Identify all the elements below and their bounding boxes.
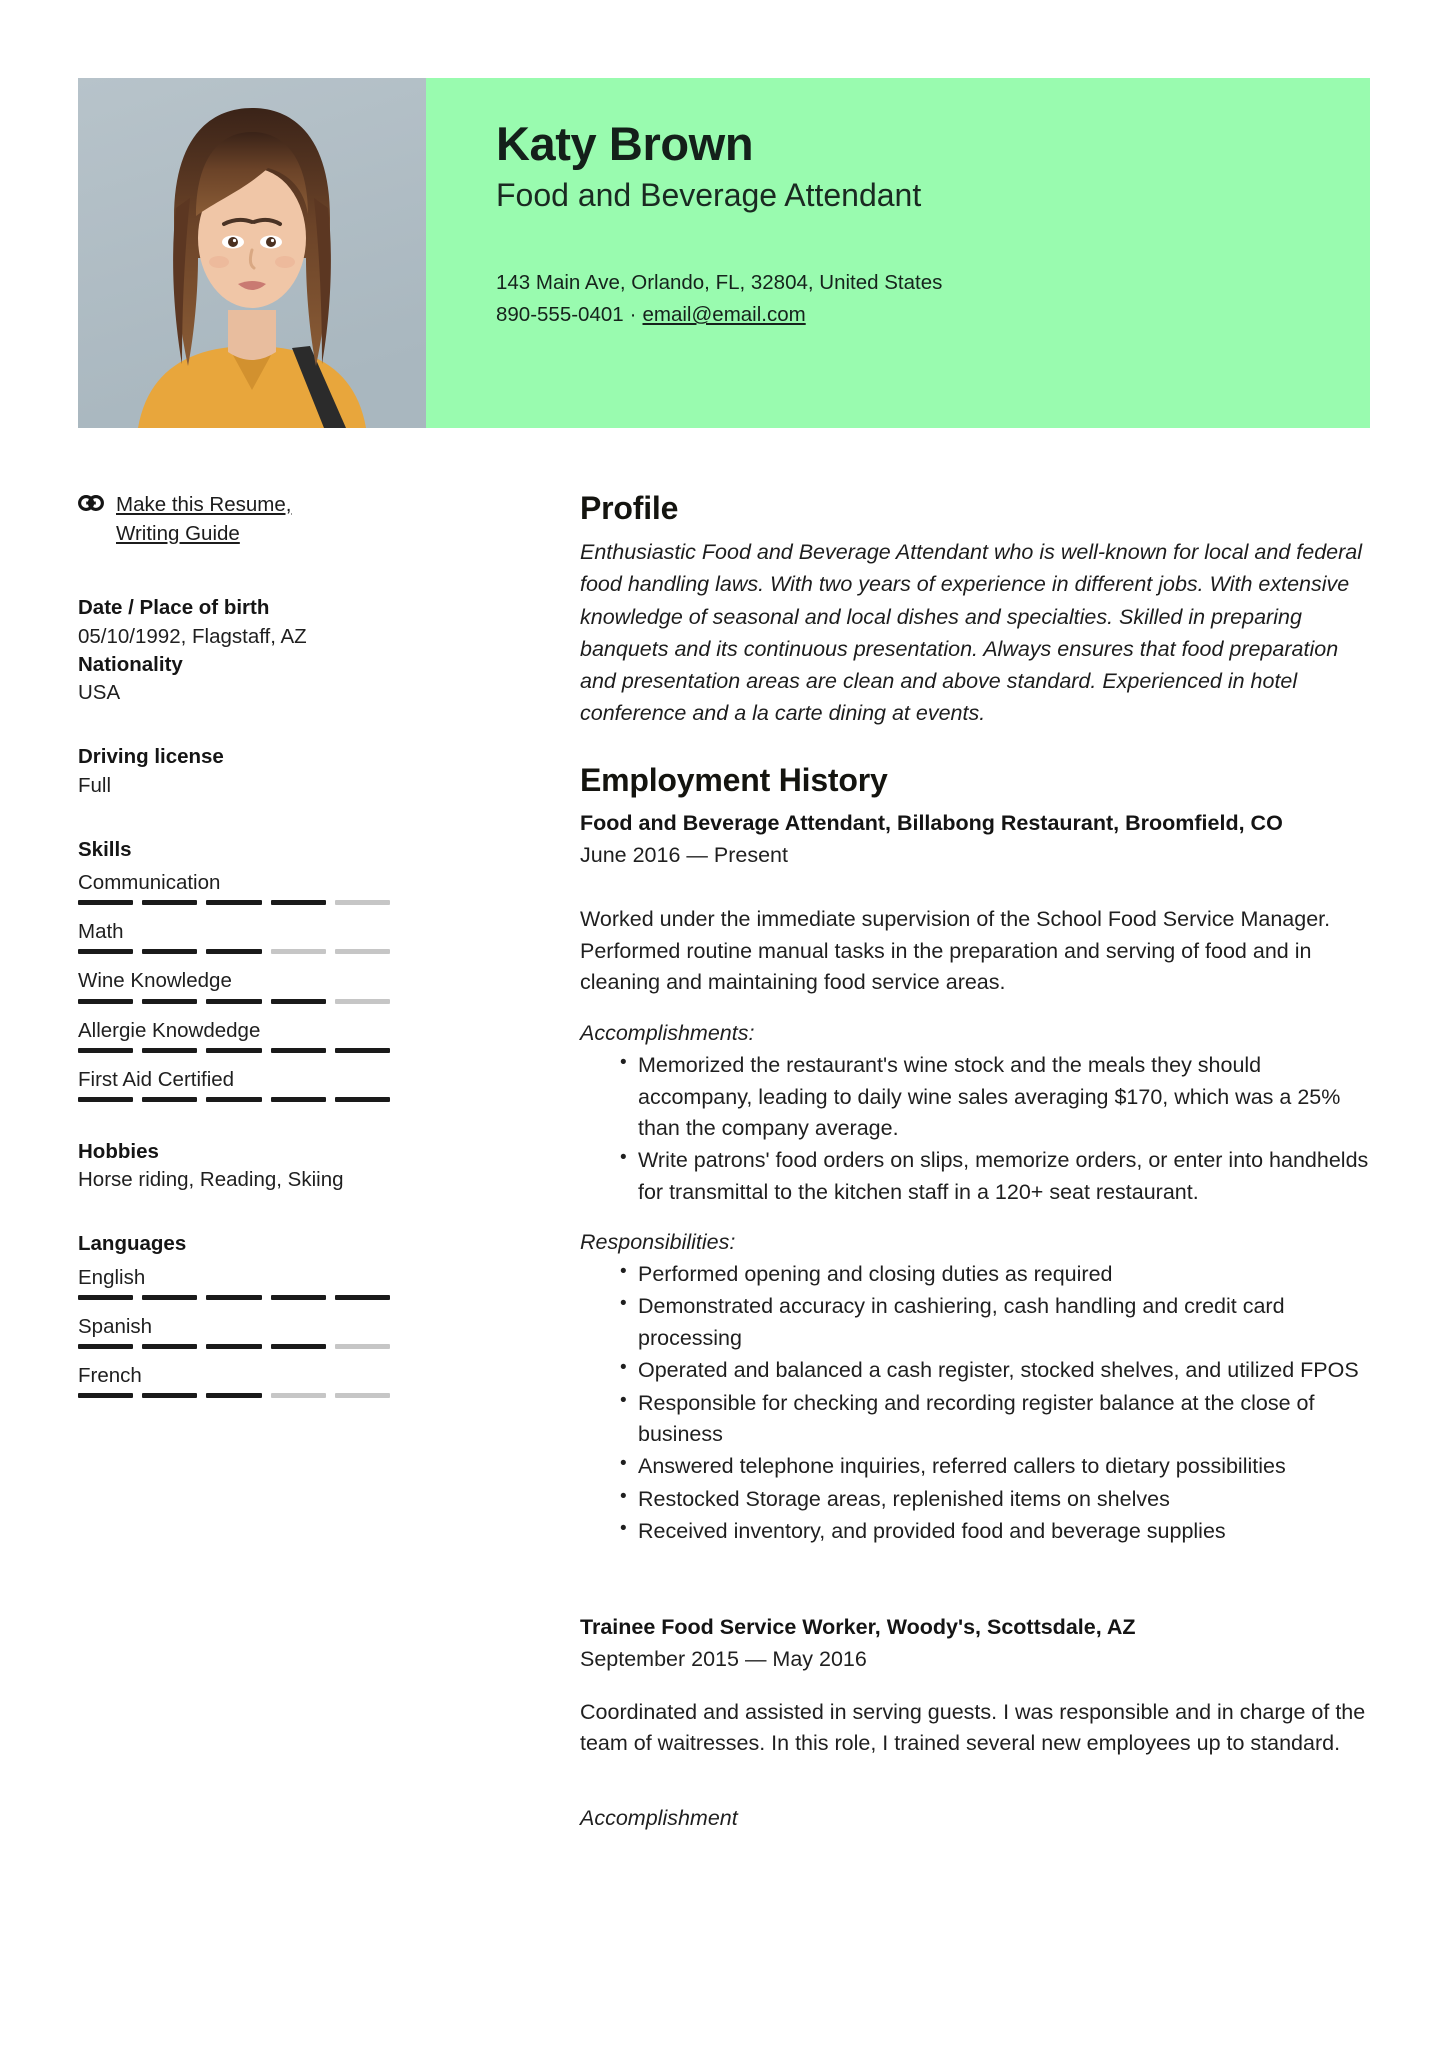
language-item — [78, 1312, 465, 1349]
skill-label: Math — [78, 920, 124, 944]
list-item: • Performed opening and closing duties as required — [620, 1259, 1370, 1290]
language-rating-bar — [78, 1393, 390, 1398]
rating-segment — [142, 1344, 197, 1349]
language-label: English — [78, 1265, 146, 1289]
accomplishments-label-2: Accomplishment — [580, 1806, 738, 1831]
job-title-2: Trainee Food Service Worker, Woody's, Scottsdale, AZ — [580, 1615, 1136, 1640]
skill-label: Wine Knowledge — [78, 969, 232, 993]
list-item: • Responsible for checking and recording register balance at the close of business — [620, 1388, 1370, 1451]
job-description-2: Coordinated and assisted in serving guests. I was responsible and in charge of the team of waitresses. In this role, I trained several new employees up to standard. — [580, 1699, 1366, 1756]
list-item: • Memorized the restaurant's wine stock and the meals they should accompany, leading to daily wine sales averaging $170, which was a 25% than the company average. — [620, 1050, 1370, 1144]
skill-item — [78, 1065, 465, 1102]
job-title: Food and Beverage Attendant — [496, 176, 922, 213]
hobbies-value: Horse riding, Reading, Skiing — [78, 1168, 344, 1192]
driving-license-value: Full — [78, 773, 112, 797]
rating-segment — [78, 1097, 133, 1102]
rating-segment — [335, 999, 390, 1004]
rating-segment — [206, 949, 261, 954]
rating-segment — [142, 1295, 197, 1300]
rating-segment — [335, 900, 390, 905]
skills-heading: Skills — [78, 837, 132, 861]
skill-label: First Aid Certified — [78, 1067, 235, 1091]
page-title: Katy Brown — [496, 117, 754, 170]
skills-list — [78, 868, 465, 1102]
language-label: Spanish — [78, 1314, 153, 1338]
list-item: • Answered telephone inquiries, referred callers to dietary possibilities — [620, 1451, 1370, 1482]
main-column — [473, 490, 1370, 1831]
resume-body — [78, 490, 1370, 1831]
rating-segment — [206, 900, 261, 905]
birth-value: 05/10/1992, Flagstaff, AZ — [78, 624, 307, 648]
rating-segment — [271, 999, 326, 1004]
rating-segment — [335, 1048, 390, 1053]
nationality-block — [78, 651, 465, 708]
contact-address: 143 Main Ave, Orlando, FL, 32804, United States — [496, 270, 943, 294]
skill-rating-bar — [78, 900, 390, 905]
skill-rating-bar — [78, 949, 390, 954]
language-rating-bar — [78, 1344, 390, 1349]
rating-segment — [335, 1097, 390, 1102]
skill-item — [78, 917, 465, 954]
contact-phone: 890-555-0401 — [496, 303, 624, 326]
responsibilities-label-1: Responsibilities: — [580, 1230, 736, 1254]
rating-segment — [142, 999, 197, 1004]
rating-segment — [271, 1393, 326, 1398]
list-item: • Write patrons' food orders on slips, memorize orders, or enter into handhelds for transmittal to the kitchen staff in a 120+ seat restaurant. — [620, 1145, 1370, 1208]
spacer — [78, 1194, 465, 1230]
rating-segment — [206, 1295, 261, 1300]
employment-heading: Employment History — [580, 761, 888, 798]
skill-rating-bar — [78, 1048, 390, 1053]
employment-entry — [580, 808, 1370, 1548]
rating-segment — [142, 949, 197, 954]
skill-rating-bar — [78, 1097, 390, 1102]
job-title-1: Food and Beverage Attendant, Billabong Restaurant, Broomfield, CO — [580, 810, 1283, 835]
rating-segment — [78, 1393, 133, 1398]
spacer — [78, 707, 465, 743]
skill-item — [78, 1016, 465, 1053]
rating-segment — [206, 1097, 261, 1102]
driving-license-label: Driving license — [78, 745, 224, 769]
list-item: • Operated and balanced a cash register, stocked shelves, and utilized FPOS — [620, 1355, 1370, 1386]
skill-item — [78, 868, 465, 905]
rating-segment — [271, 1048, 326, 1053]
list-item: • Restocked Storage areas, replenished items on shelves — [620, 1484, 1370, 1515]
rating-segment — [335, 1393, 390, 1398]
rating-segment — [142, 900, 197, 905]
job-dates-2: September 2015 — May 2016 — [580, 1647, 867, 1672]
rating-segment — [78, 900, 133, 905]
rating-segment — [271, 900, 326, 905]
accomplishments-list-1 — [580, 1050, 1370, 1208]
spacer — [78, 1102, 465, 1138]
link-line-2[interactable]: Writing Guide — [116, 522, 240, 546]
rating-segment — [206, 1048, 261, 1053]
rating-segment — [78, 999, 133, 1004]
rating-segment — [142, 1393, 197, 1398]
profile-text: Enthusiastic Food and Beverage Attendant who is well-known for local and federal food handling laws. With two years of experience in different jobs. With extensive knowledge of seasonal and local dishes and specialties. Skilled in preparing banquets and its continuous presentation. Always ensures that food preparation and presentation areas are clean and above standard. Experienced in hotel conference and a la carte dining at events. — [580, 540, 1363, 726]
avatar — [78, 78, 426, 428]
rating-segment — [78, 1048, 133, 1053]
contact-separator: · — [629, 303, 637, 326]
rating-segment — [206, 999, 261, 1004]
languages-heading: Languages — [78, 1232, 187, 1256]
driving-license-block — [78, 743, 465, 800]
rating-segment — [78, 1344, 133, 1349]
nationality-value: USA — [78, 681, 121, 705]
rating-segment — [78, 949, 133, 954]
language-item — [78, 1361, 465, 1398]
header-text-block — [426, 78, 1370, 428]
rating-segment — [142, 1097, 197, 1102]
contact-line-2 — [496, 299, 1370, 331]
rating-segment — [271, 1344, 326, 1349]
sidebar — [78, 490, 473, 1831]
language-item — [78, 1263, 465, 1300]
accomplishments-label-1: Accomplishments: — [580, 1021, 755, 1046]
contact-email-link[interactable]: email@email.com — [642, 303, 806, 326]
contact-block — [496, 267, 1370, 332]
language-rating-bar — [78, 1295, 390, 1300]
birth-label: Date / Place of birth — [78, 596, 270, 620]
responsibilities-list-1 — [580, 1259, 1370, 1547]
rating-segment — [206, 1393, 261, 1398]
language-label: French — [78, 1363, 142, 1387]
rating-segment — [335, 1295, 390, 1300]
rating-segment — [78, 1295, 133, 1300]
rating-segment — [142, 1048, 197, 1053]
job-dates-1: June 2016 — Present — [580, 842, 788, 867]
link-chain-icon — [78, 495, 104, 511]
spacer — [580, 1548, 1370, 1612]
birth-block — [78, 594, 465, 651]
skills-block — [78, 836, 465, 1102]
job-description-1: Worked under the immediate supervision of the School Food Service Manager. Performed routine manual tasks in the preparation and serving of food and in cleaning and maintaining food service areas. — [580, 906, 1331, 995]
link-line-1[interactable]: Make this Resume, — [116, 493, 292, 516]
resume-header — [78, 78, 1370, 428]
list-item: • Received inventory, and provided food and beverage supplies — [620, 1516, 1370, 1547]
make-this-resume-label[interactable] — [116, 490, 291, 548]
nationality-label: Nationality — [78, 652, 183, 676]
skill-rating-bar — [78, 999, 390, 1004]
employment-entry — [580, 1612, 1370, 1831]
rating-segment — [271, 949, 326, 954]
rating-segment — [335, 949, 390, 954]
rating-segment — [335, 1344, 390, 1349]
list-item: • Demonstrated accuracy in cashiering, cash handling and credit card processing — [620, 1291, 1370, 1354]
skill-label: Communication — [78, 871, 221, 895]
rating-segment — [271, 1295, 326, 1300]
rating-segment — [271, 1097, 326, 1102]
skill-label: Allergie Knowdedge — [78, 1018, 261, 1042]
profile-heading: Profile — [580, 490, 679, 526]
languages-list — [78, 1263, 465, 1398]
hobbies-block — [78, 1138, 465, 1195]
make-this-resume-link[interactable] — [78, 490, 465, 548]
languages-block — [78, 1230, 465, 1398]
skill-item — [78, 966, 465, 1003]
spacer — [78, 800, 465, 836]
hobbies-heading: Hobbies — [78, 1139, 159, 1163]
rating-segment — [206, 1344, 261, 1349]
